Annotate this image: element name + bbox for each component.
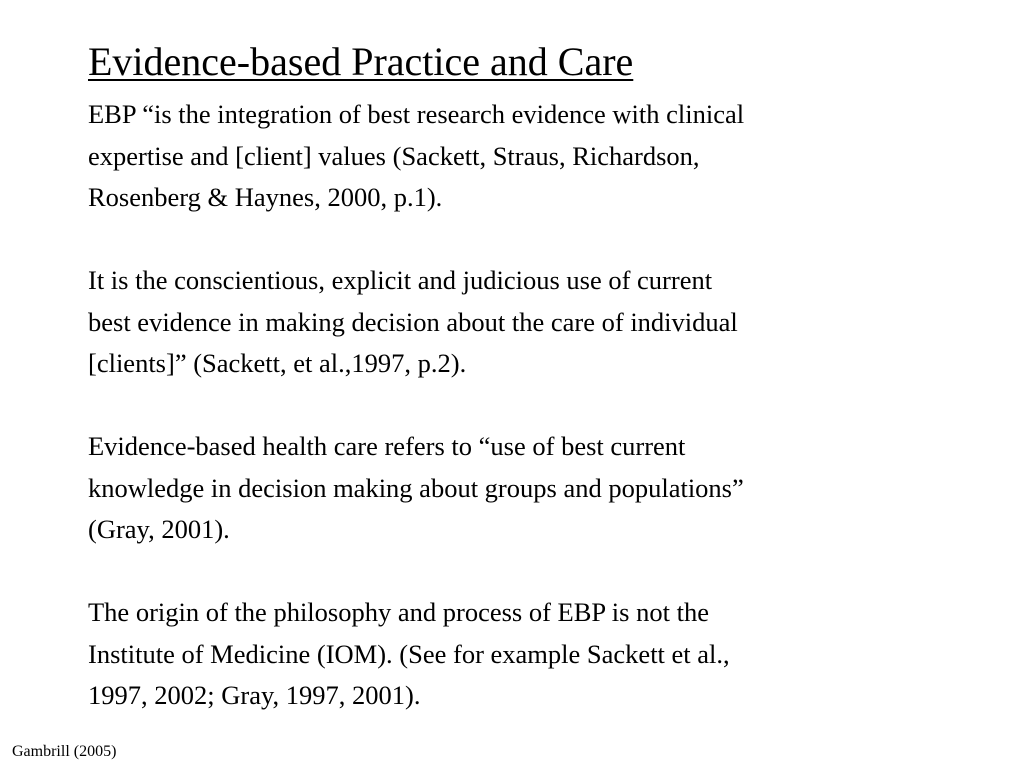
paragraph-ebp-definition <box>88 94 888 219</box>
text-line: 1997, 2002; Gray, 1997, 2001). <box>88 680 421 710</box>
paragraph-spacer <box>88 551 888 593</box>
text-line: (Gray, 2001). <box>88 514 230 544</box>
footer-citation: Gambrill (2005) <box>12 743 117 760</box>
text-line: [clients]” (Sackett, et al.,1997, p.2). <box>88 348 467 378</box>
paragraph-spacer <box>88 219 888 261</box>
paragraph-spacer <box>88 385 888 427</box>
text-line: Evidence-based health care refers to “use of best current <box>88 431 686 461</box>
text-line: The origin of the philosophy and process of EBP is not the <box>88 597 709 627</box>
text-line: best evidence in making decision about the care of individual <box>88 306 738 337</box>
paragraph-ebp-origin <box>88 592 888 717</box>
paragraph-evidence-based-health-care <box>88 426 888 551</box>
text-line: knowledge in decision making about groups and populations” <box>88 472 744 503</box>
paragraph-conscientious-use <box>88 260 888 385</box>
text-line: EBP “is the integration of best research evidence with clinical <box>88 99 745 129</box>
slide-title: Evidence-based Practice and Care <box>88 39 634 84</box>
text-line: It is the conscientious, explicit and judicious use of current <box>88 265 713 295</box>
slide-body <box>88 94 888 717</box>
text-line: expertise and [client] values (Sackett, Straus, Richardson, <box>88 140 700 171</box>
text-line: Rosenberg & Haynes, 2000, p.1). <box>88 182 443 212</box>
text-line: Institute of Medicine (IOM). (See for example Sackett et al., <box>88 638 730 669</box>
